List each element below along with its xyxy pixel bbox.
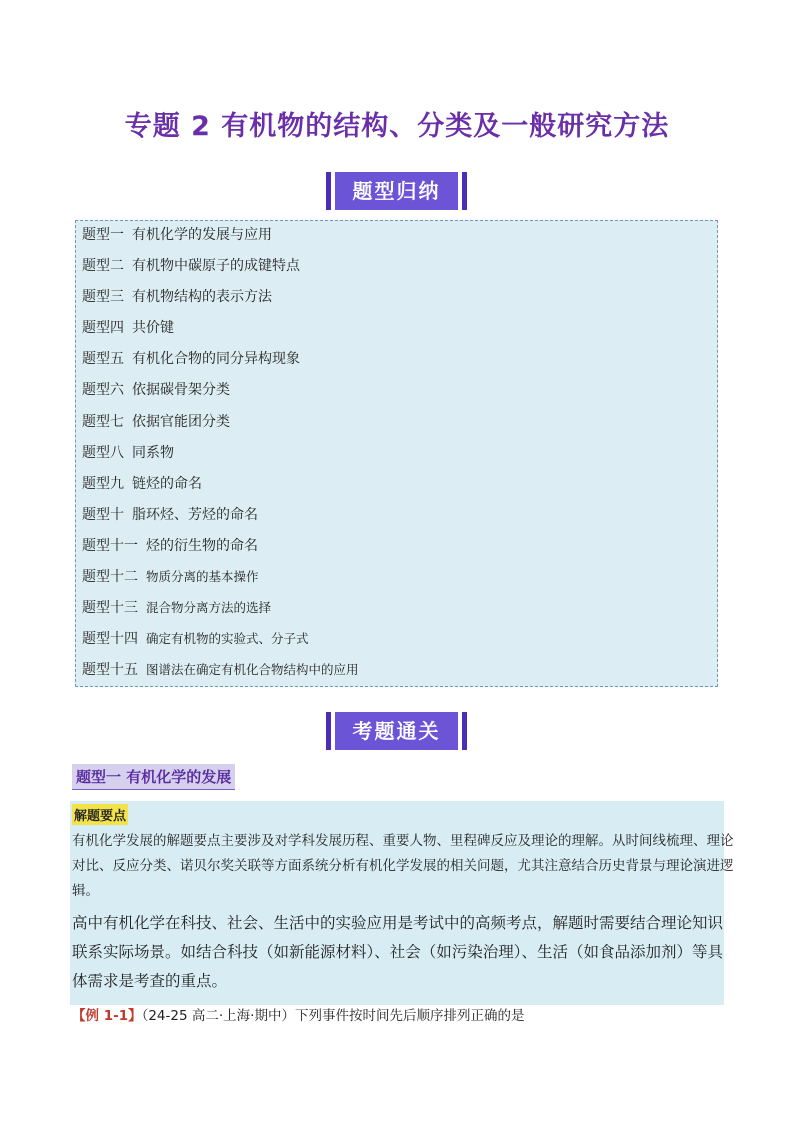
topic-item [82, 596, 717, 627]
topic-text: 链烃的命名 [132, 475, 202, 492]
topic-text: 物质分离的基本操作 [146, 569, 259, 585]
topic-number: 题型七 [82, 413, 124, 430]
topic-number: 题型十五 [82, 662, 138, 679]
topic-item [82, 627, 717, 658]
topic-item [82, 223, 717, 254]
topic-text: 烃的衍生物的命名 [146, 537, 258, 554]
topic-number: 题型十二 [82, 569, 138, 586]
topic-number: 题型十一 [82, 537, 138, 554]
topic-text: 有机化合物的同分异构现象 [132, 351, 300, 368]
topic-item [82, 410, 717, 441]
topic-text: 依据碳骨架分类 [132, 382, 230, 399]
example-text: （24-25 高二·上海·期中）下列事件按时间先后顺序排列正确的是 [141, 1008, 525, 1024]
topic-item [82, 316, 717, 347]
topic-text: 脂环烃、芳烃的命名 [132, 506, 258, 523]
topic-item [82, 378, 717, 409]
topic-item [82, 534, 717, 565]
topic-item [82, 472, 717, 503]
topic-item [82, 658, 717, 689]
topic-item [82, 254, 717, 285]
example-tag: 【例 1-1】 [72, 1008, 142, 1024]
topic-number: 题型一 [82, 227, 124, 243]
topic-item [82, 565, 717, 596]
topic-number: 题型二 [82, 258, 124, 275]
topic-text: 同系物 [132, 444, 174, 461]
topic-text: 图谱法在确定有机化合物结构中的应用 [146, 662, 359, 678]
topic-text: 混合物分离方法的选择 [146, 600, 272, 616]
topic-item [82, 441, 717, 472]
topic-item [82, 347, 717, 378]
topic-number: 题型八 [82, 444, 124, 461]
page-title: 专题 2 有机物的结构、分类及一般研究方法 [124, 111, 670, 142]
topic-text: 依据官能团分类 [132, 413, 230, 430]
topic-text: 确定有机物的实验式、分子式 [146, 631, 309, 647]
topic-number: 题型四 [82, 320, 124, 337]
topic-item [82, 503, 717, 534]
section-heading: 题型一 有机化学的发展 [72, 764, 235, 790]
topic-text: 有机物结构的表示方法 [132, 289, 272, 306]
tips-label: 解题要点 [72, 804, 128, 825]
banner-label: 题型归纳 [335, 172, 458, 210]
topic-list [75, 220, 718, 687]
topic-number: 题型九 [82, 475, 124, 492]
topic-number: 题型十四 [82, 631, 138, 648]
topic-text: 有机物中碳原子的成键特点 [132, 258, 300, 275]
topic-number: 题型三 [82, 289, 124, 306]
topic-text: 有机化学的发展与应用 [132, 227, 272, 243]
topic-text: 共价键 [132, 320, 174, 337]
tips-paragraph-2: 高中有机化学在科技、社会、生活中的实验应用是考试中的高频考点，解题时需要结合理论知识联系实际场景。如结合科技（如新能源材料）、社会（如污染治理）、生活（如食品添加剂）等具体需求是考查的重点。 [72, 914, 724, 990]
section-banner-exercises [326, 712, 467, 750]
topic-number: 题型五 [82, 351, 124, 368]
topic-number: 题型十 [82, 506, 124, 523]
topic-item [82, 285, 717, 316]
topic-number: 题型十三 [82, 600, 138, 617]
topic-number: 题型六 [82, 382, 124, 399]
banner-label: 考题通关 [335, 712, 458, 750]
tips-paragraph-1: 有机化学发展的解题要点主要涉及对学科发展历程、重要人物、里程碑反应及理论的理解。从时间线梳理、理论对比、反应分类、诺贝尔奖关联等方面系统分析有机化学发展的相关问题，尤其注意结合历史背景与理论演进逻辑。 [72, 833, 734, 899]
section-banner-summary [326, 172, 467, 210]
example-line [72, 1004, 524, 1024]
